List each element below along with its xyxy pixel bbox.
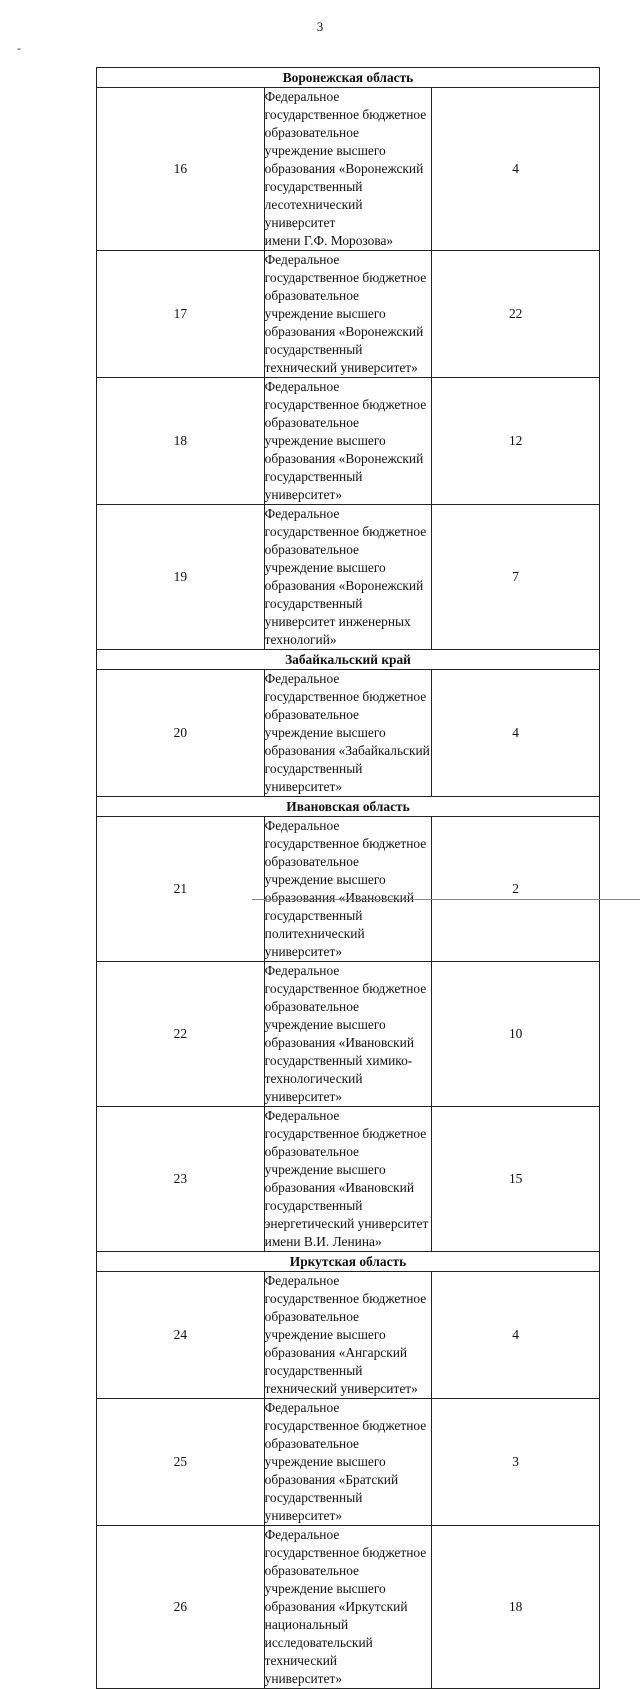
table-row [97, 962, 600, 1107]
table-row [97, 817, 600, 962]
table-body [97, 68, 600, 1689]
institution-name [264, 962, 432, 1107]
institution-name [264, 1272, 432, 1399]
region-heading: Забайкальский край [97, 650, 600, 670]
row-number: 17 [97, 251, 265, 378]
row-number: 23 [97, 1107, 265, 1252]
region-row [97, 68, 600, 88]
institution-name-line: имени Г.Ф. Морозова» [264, 233, 394, 248]
table-row [97, 1526, 600, 1689]
region-heading: Ивановская область [97, 797, 600, 817]
region-row [97, 797, 600, 817]
institution-name-line: Федеральное государственное бюджетное образовательное [264, 1108, 427, 1159]
bottom-rule [252, 899, 640, 900]
region-row [97, 650, 600, 670]
row-number: 20 [97, 670, 265, 797]
margin-mark: - [17, 41, 21, 55]
institution-name-line: государственный технический университет» [264, 342, 418, 375]
quota-count: 4 [432, 670, 600, 797]
institution-name-line: государственный химико-технологический университет» [264, 1053, 413, 1104]
row-number: 21 [97, 817, 265, 962]
institution-name-line: государственный лесотехнический университет [264, 179, 363, 230]
institution-name-line: государственный университет» [264, 761, 363, 794]
row-number: 26 [97, 1526, 265, 1689]
quota-count: 22 [432, 251, 600, 378]
institution-name-line: учреждение высшего образования «Иркутский [264, 1581, 408, 1614]
quota-count: 4 [432, 88, 600, 251]
institution-name-line: учреждение высшего образования «Ивановский [264, 872, 414, 905]
institution-name-line: государственный энергетический университет [264, 1198, 429, 1231]
quota-count: 15 [432, 1107, 600, 1252]
institution-name-line: Федеральное государственное бюджетное образовательное [264, 1273, 427, 1324]
institution-name [264, 88, 432, 251]
institution-name-line: государственный университет» [264, 1490, 363, 1523]
institution-name-line: Федеральное государственное бюджетное образовательное [264, 818, 427, 869]
table-row [97, 88, 600, 251]
quota-count: 4 [432, 1272, 600, 1399]
institution-name-line: учреждение высшего образования «Ивановский [264, 1162, 414, 1195]
institution-name-line: учреждение высшего образования «Братский [264, 1454, 399, 1487]
institution-name-line: учреждение высшего образования «Ангарский [264, 1327, 408, 1360]
institution-name-line: государственный университет» [264, 469, 363, 502]
institution-name-line: учреждение высшего образования «Забайкальский [264, 725, 430, 758]
institution-name-line: университет» [264, 1671, 343, 1686]
row-number: 24 [97, 1272, 265, 1399]
institution-name [264, 251, 432, 378]
institution-name-line: учреждение высшего образования «Ивановский [264, 1017, 414, 1050]
institution-name-line: имени В.И. Ленина» [264, 1234, 382, 1249]
institution-name-line: Федеральное государственное бюджетное образовательное [264, 963, 427, 1014]
institution-name-line: учреждение высшего образования «Воронежский [264, 560, 424, 593]
institution-name-line: Федеральное государственное бюджетное образовательное [264, 379, 427, 430]
row-number: 25 [97, 1399, 265, 1526]
institution-name-line: учреждение высшего образования «Воронежский [264, 306, 424, 339]
institution-name [264, 670, 432, 797]
row-number: 16 [97, 88, 265, 251]
quota-count: 12 [432, 378, 600, 505]
institution-name [264, 505, 432, 650]
institution-name-line: государственный политехнический университет» [264, 908, 365, 959]
row-number: 22 [97, 962, 265, 1107]
quota-count: 18 [432, 1526, 600, 1689]
institution-name-line: Федеральное государственное бюджетное образовательное [264, 506, 427, 557]
row-number: 18 [97, 378, 265, 505]
institution-name-line: учреждение высшего образования «Воронежский [264, 143, 424, 176]
institution-name [264, 817, 432, 962]
institution-name [264, 1526, 432, 1689]
institution-name-line: Федеральное государственное бюджетное образовательное [264, 1527, 427, 1578]
quota-count: 3 [432, 1399, 600, 1526]
region-row [97, 1252, 600, 1272]
universities-table [96, 67, 600, 1689]
institution-name [264, 1107, 432, 1252]
institution-name-line: государственный технический университет» [264, 1363, 418, 1396]
quota-count: 7 [432, 505, 600, 650]
institution-name-line: Федеральное государственное бюджетное образовательное [264, 252, 427, 303]
row-number: 19 [97, 505, 265, 650]
region-heading: Иркутская область [97, 1252, 600, 1272]
table-row [97, 1272, 600, 1399]
table-row [97, 1107, 600, 1252]
table-row [97, 670, 600, 797]
table-row [97, 1399, 600, 1526]
region-heading: Воронежская область [97, 68, 600, 88]
institution-name [264, 1399, 432, 1526]
institution-name-line: Федеральное государственное бюджетное образовательное [264, 1400, 427, 1451]
institution-name-line: государственный университет инженерных технологий» [264, 596, 411, 647]
institution-name-line: учреждение высшего образования «Воронежский [264, 433, 424, 466]
page-number: 3 [316, 19, 324, 34]
institution-name-line: национальный исследовательский технический [264, 1617, 373, 1668]
quota-count: 10 [432, 962, 600, 1107]
table-row [97, 505, 600, 650]
table-row [97, 378, 600, 505]
institution-name-line: Федеральное государственное бюджетное образовательное [264, 671, 427, 722]
quota-count: 2 [432, 817, 600, 962]
institution-name-line: Федеральное государственное бюджетное образовательное [264, 89, 427, 140]
institution-name [264, 378, 432, 505]
table-row [97, 251, 600, 378]
